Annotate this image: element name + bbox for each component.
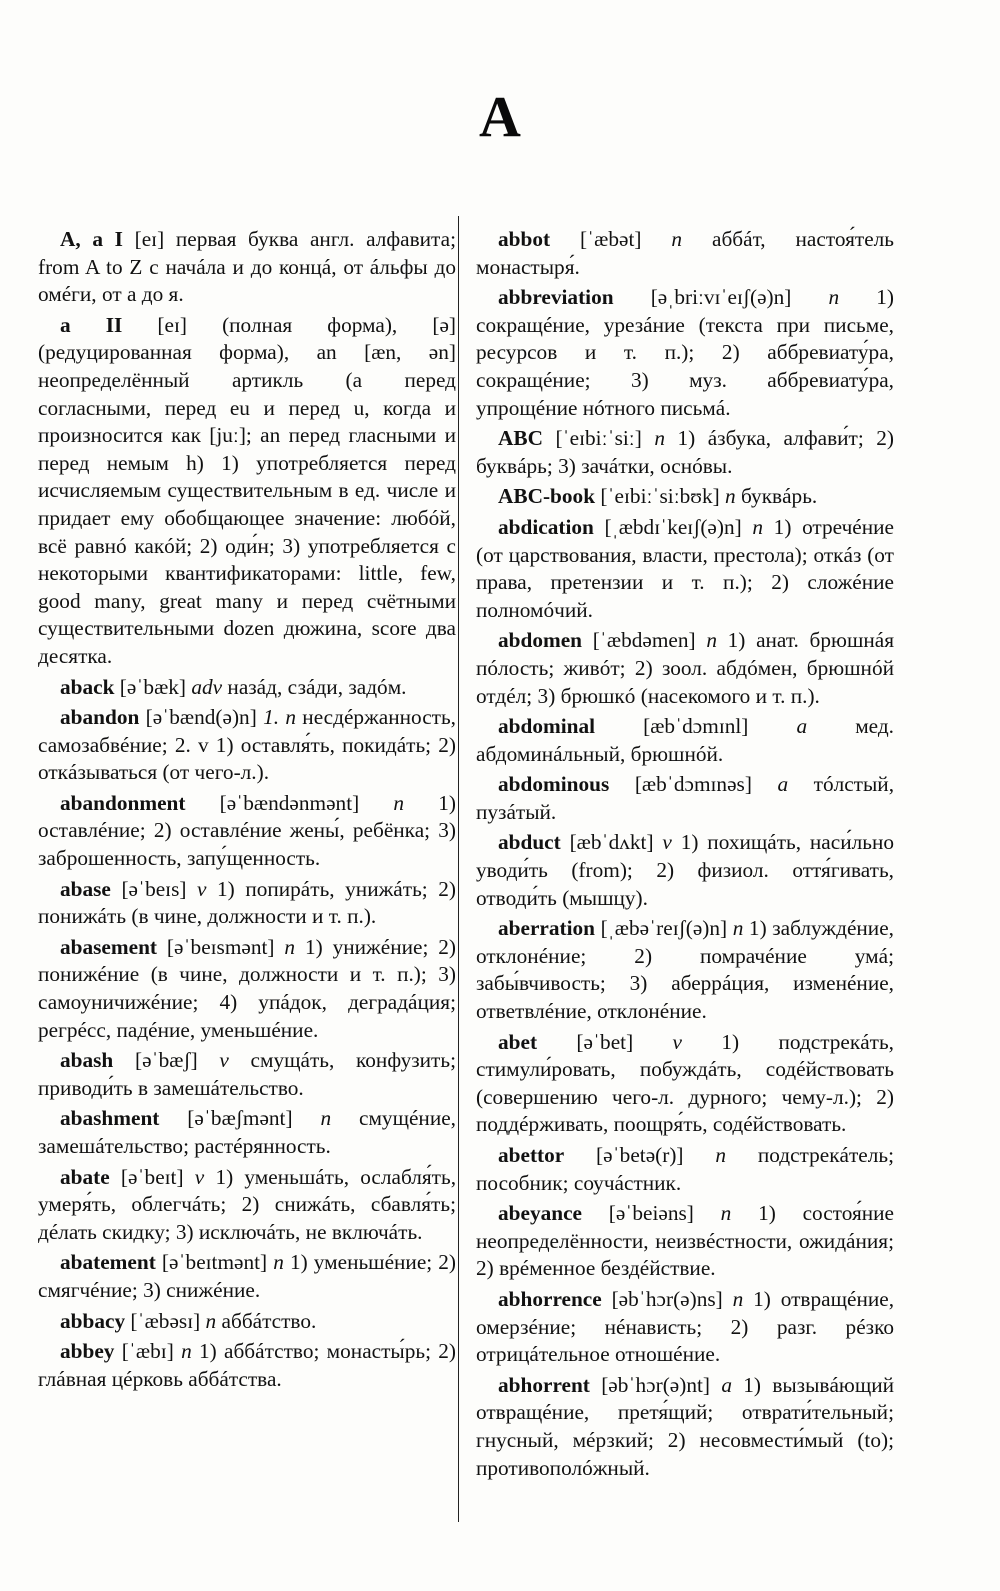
headword: abdominal (498, 714, 596, 739)
dictionary-entry (38, 704, 456, 787)
headword: abash (60, 1048, 114, 1073)
grammar-label: a (796, 714, 808, 739)
transcription: [ˈæbət] (580, 227, 642, 251)
definition: тóлстый, пузáтый. (476, 772, 895, 824)
dictionary-entry (38, 1047, 456, 1102)
transcription: [əˈbeɪs] (121, 876, 187, 901)
headword: abdomen (498, 628, 583, 653)
definition: 1) состоя́ние неопределённости, неизвéстности, ожидáния; 2) врéменное бездéйствие. (476, 1201, 894, 1281)
headword: abhorrence (498, 1286, 602, 1311)
headword: abduct (498, 830, 561, 855)
definition: первая буква англ. алфавита; from A to Z с начáла и до концá, от áльфы до омéги, от а до я. (38, 227, 456, 307)
headword: aberration (498, 916, 596, 941)
grammar-label: n (181, 1339, 192, 1364)
transcription: [əˌbriːvɪˈeɪʃ(ə)n] (650, 285, 792, 310)
headword: abbreviation (498, 285, 614, 310)
grammar-label: n (732, 916, 744, 941)
dictionary-entry (38, 226, 456, 309)
headword: abhorrent (498, 1372, 590, 1397)
transcription: [əˈbet] (576, 1029, 634, 1054)
headword: abatement (60, 1250, 156, 1275)
dictionary-entry (38, 1164, 456, 1247)
grammar-label: n (706, 628, 717, 653)
left-column (38, 226, 456, 1396)
headword: abate (60, 1164, 110, 1189)
definition: 1) оставлéние; 2) оставлéние жены́, ребёнка; 3) заброшенность, запу́щенность. (38, 790, 456, 871)
grammar-label: 1. n (263, 705, 296, 730)
headword: abdication (498, 514, 594, 539)
headword: abashment (60, 1106, 160, 1131)
dictionary-entry (476, 915, 894, 1025)
dictionary-entry (38, 674, 456, 702)
transcription: [əbˈhɔr(ə)nt] (601, 1372, 710, 1397)
transcription: [ˌæbəˈreɪʃ(ə)n] (600, 916, 728, 941)
dictionary-entry (38, 312, 456, 671)
column-divider (458, 216, 459, 1522)
grammar-label: п (732, 1286, 744, 1311)
transcription: [ˌæbdɪˈkeɪʃ(ə)n] (604, 514, 742, 539)
dictionary-entry (38, 1105, 456, 1160)
headword: abbacy (60, 1308, 126, 1333)
definition: мед. абдоминáльный, брюшнóй. (476, 714, 894, 766)
grammar-label: n (393, 790, 405, 815)
grammar-label: v (672, 1029, 682, 1054)
definition: 1) унижéние; 2) понижéние (в чине, должности и т. п.); 3) самоуничижéние; 4) упáдок, деградáция; регрéсс, падéние, уменьшéние. (38, 934, 456, 1042)
grammar-label: n (715, 1143, 726, 1167)
transcription: [æbˈdʌkt] (569, 830, 654, 855)
dictionary-entry (476, 1142, 894, 1197)
definition: 1) сокращéние, урезáние (текста при письме, ресурсов и т. п.); 2) аббревиату́ра, сокращéние; 3) муз. аббревиату́ра, упрощéние нóтного письмá. (476, 285, 895, 420)
headword: a II (60, 312, 123, 337)
grammar-label: v (219, 1048, 229, 1073)
grammar-label: v (194, 1164, 205, 1189)
transcription: [əˈbænd(ə)n] (145, 705, 257, 730)
transcription: [ˈeɪbiːˈsiːbʊk] (600, 484, 720, 509)
definition: назáд, сзáди, задóм. (227, 674, 407, 699)
transcription: [eɪ] (134, 227, 165, 251)
definition: 1) заблуждéние, отклонéние; 2) помрачéние умá; забы́вчивость; 3) аберрáция, изменéние, ответвлéние, отклонéние. (476, 916, 894, 1024)
headword: A, a I (60, 227, 123, 251)
dictionary-entry (476, 425, 894, 480)
transcription: [ˈæbdəmen] (592, 628, 696, 653)
definition: аббáтство. (221, 1308, 317, 1333)
grammar-label: n (828, 285, 840, 310)
transcription: [əˈbeɪtmənt] (161, 1250, 268, 1275)
grammar-label: n (284, 934, 296, 959)
transcription: [əˈbæʃmənt] (187, 1106, 293, 1131)
headword: abbey (60, 1339, 115, 1364)
grammar-label: adv (191, 674, 223, 699)
definition: смущéние, замешáтельство; растéрянность. (38, 1106, 457, 1158)
transcription: [əˈbeɪsmənt] (166, 934, 275, 959)
dictionary-entry (476, 771, 894, 826)
dictionary-entry (476, 483, 894, 511)
dictionary-entry (38, 1308, 456, 1336)
dictionary-entry (38, 1338, 456, 1393)
headword: aback (60, 674, 115, 699)
transcription: [eɪ] (полная форма), [ə] (редуцированная форма), an [æn, ən] (38, 312, 456, 365)
definition: 1) уменьшáть, ослабля́ть, умеря́ть, облегчáть; 2) снижáть, сбавля́ть; дéлать скидку; 3) исключáть, не включáть. (38, 1164, 457, 1244)
headword: ABC (498, 426, 543, 451)
headword: abase (60, 876, 111, 901)
transcription: [ˈæbəsɪ] (130, 1308, 201, 1333)
grammar-label: n (720, 1201, 732, 1226)
headword: abbot (498, 227, 551, 251)
grammar-label: n (671, 227, 683, 251)
dictionary-entry (476, 284, 894, 422)
transcription: [əˈbændənmənt] (219, 790, 360, 815)
transcription: [ˈeɪbiːˈsiː] (555, 426, 642, 451)
transcription: [æbˈdɔmɪnl] (643, 714, 749, 739)
dictionary-entry (476, 713, 894, 768)
page-section-letter: A (479, 84, 521, 149)
grammar-label: a (777, 772, 789, 797)
definition: подстрекáтель; пособник; соучáстник. (476, 1143, 895, 1195)
definition: 1) похищáть, наси́льно уводи́ть (from); 2) физиол. оття́гивать, отводи́ть (мышцу). (476, 830, 894, 910)
grammar-label: n (725, 484, 736, 509)
grammar-label: v (197, 876, 207, 901)
grammar-label: v (662, 830, 672, 855)
dictionary-entry (476, 1286, 894, 1369)
transcription: [əˈbeiəns] (608, 1201, 694, 1226)
dictionary-entry (38, 876, 456, 931)
definition: 1) отвращéние, омерзéние; нéнависть; 2) разг. рéзко отрицáтельное отношéние. (476, 1286, 895, 1367)
grammar-label: n (273, 1250, 284, 1275)
transcription: [əˈbæʃ] (134, 1048, 198, 1073)
dictionary-entry (38, 790, 456, 873)
definition: неопределённый артикль (а перед согласными, перед eu и перед u, когда и произносится как [juː]; an перед гласными и перед немым h) 1) употребляется перед исчисляемым существительным в ед. числе и придает ему обобщающее значение: любóй, всё равнó какóй; 2) оди́н; 3) употребляется с некоторыми квантификаторами: little, few, good many, great many и перед счётными существительными dozen дюжина, score два десятка. (38, 367, 456, 668)
definition: 1) áзбука, алфави́т; 2) буквáрь; 3) зачáтки, оснóвы. (476, 426, 894, 478)
definition: буквáрь. (741, 484, 818, 509)
dictionary-entry (476, 514, 894, 624)
definition: аббáт, настоя́тель монастыря́. (476, 227, 894, 279)
headword: abandonment (60, 790, 186, 815)
transcription: [əˈbeɪt] (120, 1164, 184, 1189)
definition: 1) попирáть, унижáть; 2) понижáть (в чине, должности и т. п.). (38, 876, 456, 929)
definition: 1) уменьшéние; 2) смягчéние; 3) снижéние. (38, 1250, 457, 1302)
dictionary-entry (38, 934, 456, 1044)
headword: ABC-book (498, 484, 596, 509)
grammar-label: n (205, 1308, 217, 1333)
dictionary-entry (476, 1029, 894, 1139)
definition: 1) вызывáющий отвращéние, претя́щий; отврати́тельный; гнусный, мéрзкий; 2) несовмести́мый (to); противополóжный. (476, 1372, 895, 1480)
transcription: [ˈæbɪ] (121, 1339, 174, 1364)
grammar-label: n (654, 426, 665, 451)
definition: 1) отречéние (от царствования, власти, престола); откáз (от права, претензии и т. п.); 2) сложéние полномóчий. (476, 514, 894, 622)
headword: abasement (60, 934, 158, 959)
headword: abdominous (498, 772, 610, 797)
dictionary-entry (476, 226, 894, 281)
headword: abet (498, 1029, 538, 1054)
dictionary-entry (476, 1372, 894, 1482)
dictionary-entry (476, 627, 894, 710)
definition: 1) подстрекáть, стимули́ровать, побуждáть, содéйствовать (совершению чего-л. дурного; чему-л.); 2) поддéрживать, поощря́ть, содéйствовать. (476, 1029, 895, 1137)
transcription: [əˈbæk] (119, 674, 187, 699)
transcription: [əbˈhɔr(ə)ns] (611, 1286, 723, 1311)
transcription: [əˈbetə(r)] (596, 1143, 684, 1167)
grammar-label: n (752, 514, 764, 539)
grammar-label: a (721, 1372, 732, 1397)
definition: 1) аббáтство; монасты́рь; 2) глáвная цéрковь аббáтства. (38, 1339, 457, 1391)
definition: 1) анат. брюшнáя пóлость; живóт; 2) зоол. абдóмен, брюшнóй отдéл; 3) брюшкó (насекомого и т. п.). (476, 628, 894, 708)
dictionary-entry (476, 1200, 894, 1283)
definition: смущáть, конфузить; приводи́ть в замешáтельство. (38, 1048, 456, 1100)
dictionary-entry (476, 829, 894, 912)
transcription: [æbˈdɔmɪnəs] (634, 772, 752, 797)
grammar-label: n (320, 1106, 332, 1131)
definition: несдéржанность, самозабвéние; 2. v 1) оставля́ть, покидáть; 2) откáзываться (от чего-л.). (38, 705, 457, 785)
headword: abandon (60, 705, 140, 730)
headword: abettor (498, 1143, 565, 1167)
headword: abeyance (498, 1201, 582, 1226)
dictionary-entry (38, 1249, 456, 1304)
right-column (476, 226, 894, 1485)
